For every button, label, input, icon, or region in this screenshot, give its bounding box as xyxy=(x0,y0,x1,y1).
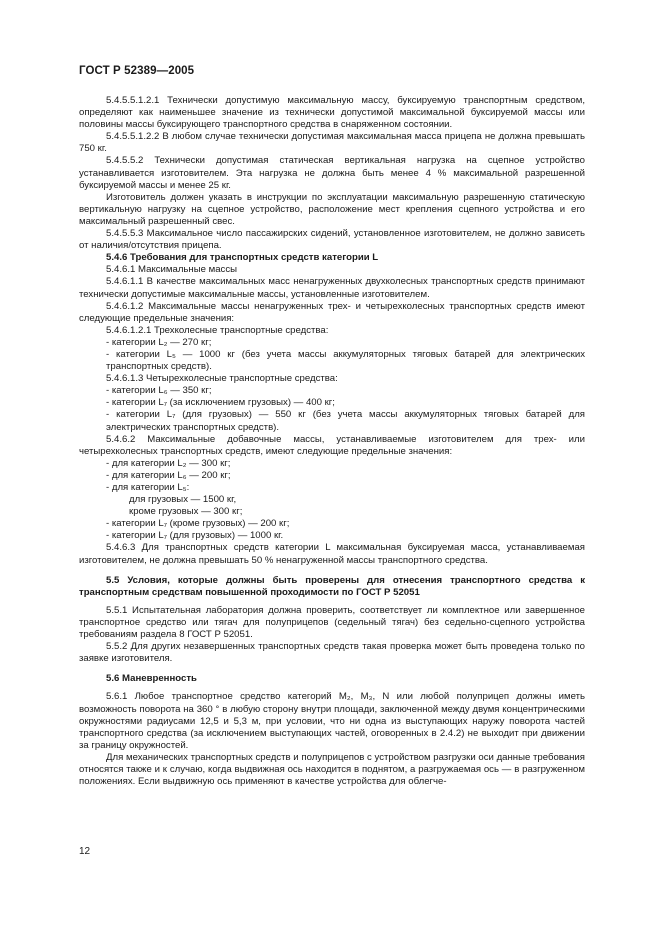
paragraph: Для механических транспортных средств и полуприцепов с устройством разгрузки оси данные требования относятся также и к случаю, когда выдвижная ось находится в поднятом, а разгружаемая ось — в разгруженном положениях. Если выдвижную ось применяют в качестве устройства для облегче- xyxy=(79,751,585,788)
list-item: - категории L₂ — 270 кг; xyxy=(106,336,212,348)
paragraph: Изготовитель должен указать в инструкции по эксплуатации максимальную разрешенную статическую вертикальную нагрузку на сцепное устройство, расположение мест крепления сцепного устройства и его максимальный разрешенный свес. xyxy=(79,191,585,227)
list-item: - категории L₇ (для грузовых) — 550 кг (без учета массы аккумуляторных тяговых батарей для электрических транспортных средств). xyxy=(106,409,585,433)
paragraph: 5.5.1 Испытательная лаборатория должна проверить, соответствует ли комплектное или завершенное транспортное средство или тягач для полуприцепов (седельный тягач) без седельно-сцепного устройства требованиям раздела 8 ГОСТ Р 52051. xyxy=(79,604,585,641)
paragraph: 5.6.1 Любое транспортное средство категорий M₂, M₃, N или любой полуприцеп должны иметь возможность поворота на 360 ° в любую сторону внутри площади, заключенной между двумя концентрическими окружностями радиусами 12,5 и 5,3 м, при условии, что ни одна из выступающих наружу поворота частей транспортного средства (за исключением выступающих частей, оговоренных в 2.4.2) не выходит при движении за границу окружностей. xyxy=(79,691,585,751)
paragraph: 5.4.6.1.2.1 Трехколесные транспортные средства: xyxy=(106,324,329,336)
list-item: - категории L₆ — 350 кг; xyxy=(106,385,212,397)
list-item: - категории L₇ (для грузовых) — 1000 кг. xyxy=(106,530,284,542)
paragraph: 5.4.6.1.2 Максимальные массы ненагруженных трех- и четырехколесных транспортных средств имеют следующие предельные значения: xyxy=(79,300,585,324)
paragraph: 5.4.6.1.1 В качестве максимальных масс ненагруженных двухколесных транспортных средств принимают технически допустимые максимальные массы, установленные изготовителем. xyxy=(79,276,585,300)
list-item: - для категории L₆ — 200 кг; xyxy=(106,469,231,481)
page-number: 12 xyxy=(79,846,91,857)
list-item: - категории L₅ — 1000 кг (без учета массы аккумуляторных тяговых батарей для электрических транспортных средств). xyxy=(106,348,585,373)
paragraph: 5.4.5.5.1.2.1 Технически допустимую максимальную массу, буксируемую транспортным средством, определяют как наименьшее значение из технически допустимой максимальной буксируемой массы или половины массы буксирующего транспортного средства в снаряженном состоянии. xyxy=(79,95,585,131)
section-heading: 5.6 Маневренность xyxy=(106,673,197,685)
paragraph: 5.4.6.3 Для транспортных средств категории L максимальная буксируемая масса, устанавливаемая изготовителем, не должна превышать 50 % ненагруженной массы транспортного средства. xyxy=(79,542,585,566)
page-body xyxy=(79,95,585,788)
paragraph: 5.5.2 Для других незавершенных транспортных средств такая проверка может быть проведена только по заявке изготовителя. xyxy=(79,641,585,665)
list-subitem: кроме грузовых — 300 кг; xyxy=(129,506,243,518)
page-header: ГОСТ Р 52389—2005 xyxy=(79,65,195,77)
list-item: - для категории L₅: xyxy=(106,482,190,493)
paragraph: 5.4.6.2 Максимальные добавочные массы, устанавливаемые изготовителем для трех- или четырехколесных транспортных средств, имеют следующие предельные значения: xyxy=(79,433,585,457)
paragraph: 5.4.6.1.3 Четырехколесные транспортные средства: xyxy=(106,373,338,385)
list-subitem: для грузовых — 1500 кг, xyxy=(129,494,237,506)
section-heading: 5.5 Условия, которые должны быть проверены для отнесения транспортного средства к транспортным средствам повышенной проходимости по ГОСТ Р 52051 xyxy=(79,574,585,598)
list-item: - категории L₇ (кроме грузовых) — 200 кг; xyxy=(106,518,290,530)
paragraph: 5.4.5.5.3 Максимальное число пассажирских сидений, установленное изготовителем, не должно зависеть от наличия/отсутствия прицепа. xyxy=(79,228,585,252)
paragraph: 5.4.5.5.1.2.2 В любом случае технически допустимая максимальная масса прицепа не должна превышать 750 кг. xyxy=(79,131,585,155)
paragraph: 5.4.6.1 Максимальные массы xyxy=(106,264,238,276)
list-item: - для категории L₂ — 300 кг; xyxy=(106,457,231,469)
section-heading: 5.4.6 Требования для транспортных средств категории L xyxy=(106,252,379,264)
list-item: - категории L₇ (за исключением грузовых) — 400 кг; xyxy=(106,397,335,409)
paragraph: 5.4.5.5.2 Технически допустимая статическая вертикальная нагрузка на сцепное устройство устанавливается изготовителем. Эта нагрузка не должна быть менее 4 % максимальной разрешенной буксируемой массы и менее 25 кг. xyxy=(79,155,585,191)
